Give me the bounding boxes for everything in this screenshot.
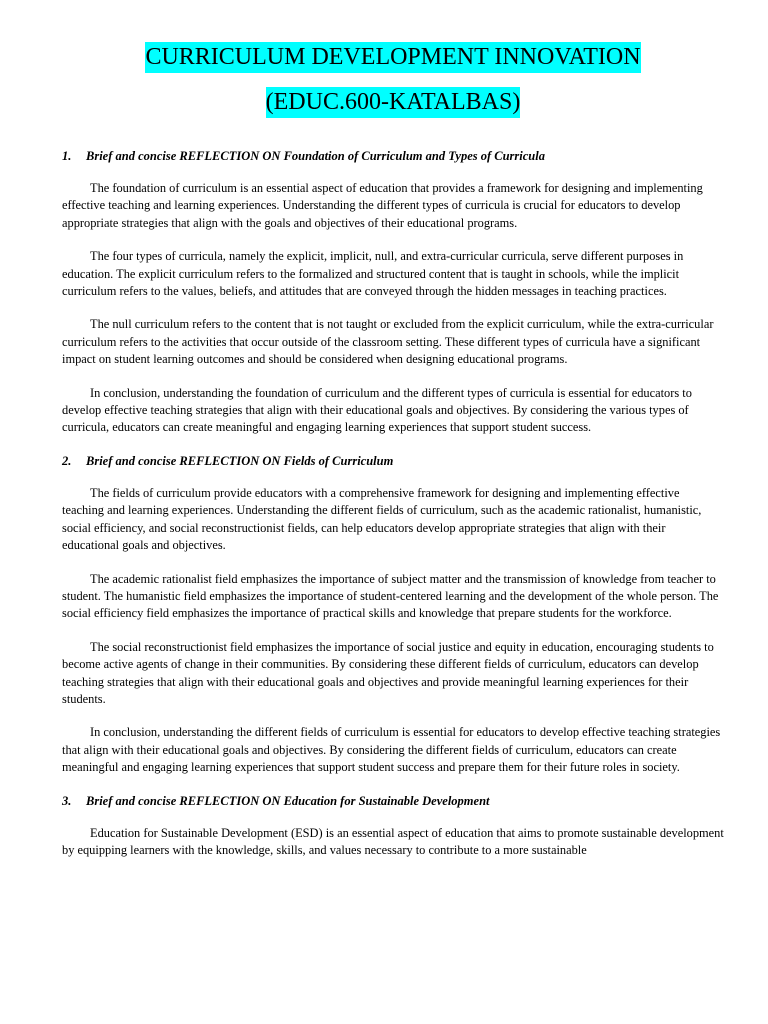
paragraph: Education for Sustainable Development (ESD) is an essential aspect of education that aims to promote sustainable development by equipping learners with the knowledge, skills, and values necessary to contribute to a more sustainable	[62, 825, 724, 857]
title-line-2: (EDUC.600-KATALBAS)	[266, 87, 521, 118]
paragraph: The social reconstructionist field emphasizes the importance of social justice and equity in education, encouraging students to become active agents of change in their communities. By considering these different fields of curriculum, educators can develop teaching strategies that align with their educational goals and objectives and provide meaningful learning experiences for their students.	[62, 639, 714, 706]
paragraph: The fields of curriculum provide educators with a comprehensive framework for designing and implementing effective teaching and learning experiences. Understanding the different fields of curriculum, such as the academic rationalist, humanistic, social efficiency, and social reconstructionist fields, can help educators develop appropriate strategies that align with their educational goals and objectives.	[62, 485, 702, 553]
section-heading	[62, 148, 724, 164]
section-number: 1.	[62, 149, 72, 163]
document-page	[62, 42, 724, 875]
paragraph: The academic rationalist field emphasizes the importance of subject matter and the transmission of knowledge from teacher to student. The humanistic field emphasizes the importance of student-centered learning and the development of the whole person. The social efficiency field emphasizes the importance of practical skills and knowledge that prepare students for the workforce.	[62, 571, 719, 621]
section-heading-text: Brief and concise REFLECTION ON Education for Sustainable Development	[86, 793, 490, 808]
section-number: 2.	[62, 453, 72, 468]
title-line-1: CURRICULUM DEVELOPMENT INNOVATION	[145, 42, 640, 73]
section-number: 3.	[62, 793, 72, 808]
section-1	[62, 148, 724, 437]
section-2	[62, 453, 724, 777]
section-3	[62, 793, 724, 860]
section-heading	[62, 453, 724, 469]
section-heading	[62, 793, 724, 809]
paragraph: The foundation of curriculum is an essential aspect of education that provides a framework for designing and implementing effective teaching and learning experiences. Understanding the different types of curricula is crucial for educators to develop appropriate strategies that align with the goals and objectives of their educational programs.	[62, 181, 703, 230]
paragraph: The four types of curricula, namely the explicit, implicit, null, and extra-curricular curricula, serve different purposes in education. The explicit curriculum refers to the formalized and structured content that is taught in schools, while the implicit curriculum refers to the values, beliefs, and attitudes that are conveyed through the hidden messages in teaching practices.	[62, 249, 684, 299]
paragraph: In conclusion, understanding the foundation of curriculum and the different types of curricula is essential for educators to develop effective teaching strategies that align with their educational goals and objectives. By considering the various types of curricula, educators can create meaningful and engaging learning experiences that support student success.	[62, 385, 692, 435]
paragraph: The null curriculum refers to the content that is not taught or excluded from the explicit curriculum, while the extra-curricular curriculum refers to the activities that occur outside of the classroom setting. These different types of curricula have a significant impact on student learning outcomes and should be considered when designing educational programs.	[62, 317, 714, 367]
document-title	[62, 42, 724, 118]
section-heading-text: Brief and concise REFLECTION ON Foundation of Curriculum and Types of Curricula	[86, 149, 545, 163]
paragraph: In conclusion, understanding the different fields of curriculum is essential for educators to develop effective teaching strategies that align with their educational goals and objectives. By considering the different fields of curriculum, educators can create meaningful and engaging learning experiences that support student success and prepare them for their future roles in society.	[62, 725, 721, 775]
section-heading-text: Brief and concise REFLECTION ON Fields of Curriculum	[86, 453, 394, 468]
